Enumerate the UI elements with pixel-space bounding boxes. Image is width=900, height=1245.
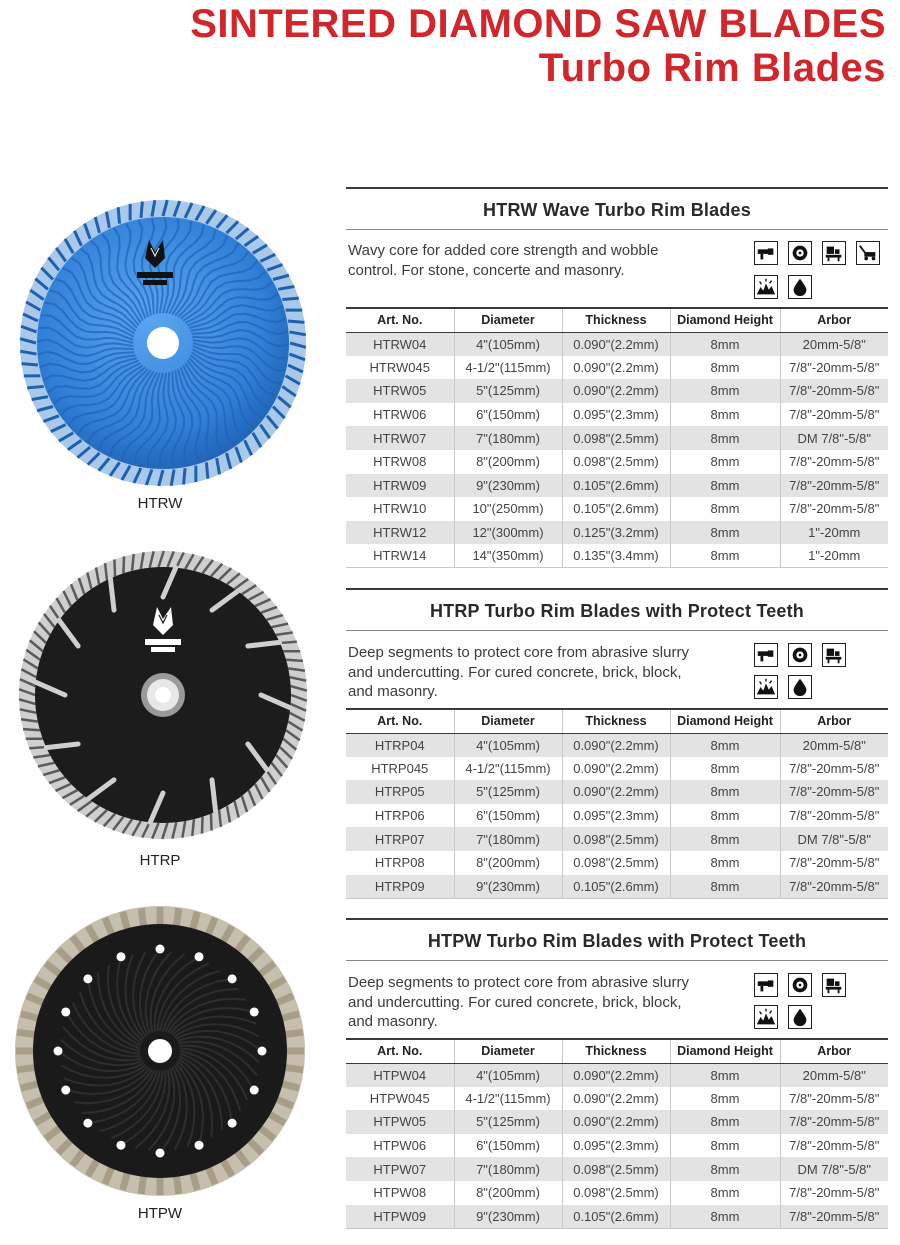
page-subtitle: Turbo Rim Blades: [538, 46, 886, 90]
art-no-cell: HTRW04: [346, 332, 454, 356]
arbor-cell: 1"-20mm: [780, 544, 888, 568]
diamond-height-cell: 8mm: [670, 851, 780, 875]
diameter-cell: 6"(150mm): [454, 1134, 562, 1158]
arbor-cell: 7/8"-20mm-5/8": [780, 757, 888, 781]
thickness-cell: 0.090"(2.2mm): [562, 379, 670, 403]
cooling-hole: [156, 1149, 165, 1158]
table-row: [346, 356, 888, 380]
diamond-height-cell: 8mm: [670, 757, 780, 781]
grinder-icon: [754, 973, 778, 997]
diameter-cell: 5"(125mm): [454, 379, 562, 403]
diameter-cell: 14"(350mm): [454, 544, 562, 568]
diameter-cell: 7"(180mm): [454, 827, 562, 851]
arbor-cell: DM 7/8"-5/8": [780, 827, 888, 851]
htpw-section-title: HTPW Turbo Rim Blades with Protect Teeth: [427, 931, 807, 951]
thickness-cell: 0.095"(2.3mm): [562, 1134, 670, 1158]
diamond-height-cell: 8mm: [670, 827, 780, 851]
htrw-description: [348, 241, 728, 280]
art-no-cell: HTRW14: [346, 544, 454, 568]
art-no-cell: HTRW05: [346, 379, 454, 403]
cooling-hole: [116, 1141, 125, 1150]
section-title-rule: [346, 229, 888, 230]
art-no-cell: HTRW10: [373, 501, 427, 517]
art-no-cell: HTPW06: [373, 1138, 427, 1154]
cooling-hole: [83, 1119, 92, 1128]
cooling-hole: [116, 952, 125, 961]
blade-tooth: [202, 817, 203, 834]
description-line: and undercutting. For cured concrete, brick, block,: [348, 663, 682, 681]
description-line: Deep segments to protect core from abrasive slurry: [348, 644, 689, 661]
page-title: SINTERED DIAMOND SAW BLADES: [190, 2, 886, 46]
arbor-cell: 7/8"-20mm-5/8": [780, 1181, 888, 1205]
stone-icon: [754, 1005, 778, 1029]
cooling-hole: [156, 945, 165, 954]
cooling-hole: [195, 1141, 204, 1150]
art-no-cell: HTRW045: [369, 359, 430, 375]
blade-tooth: [286, 660, 303, 661]
blade-tooth: [192, 819, 194, 836]
thickness-cell: 0.098"(2.5mm): [562, 450, 670, 474]
description-line: control. For stone, concerte and masonry.: [348, 261, 625, 279]
thickness-cell: 0.090"(2.2mm): [562, 1087, 670, 1111]
thickness-cell: 0.098"(2.5mm): [562, 1181, 670, 1205]
table-row: [346, 332, 888, 356]
cooling-hole: [250, 1007, 259, 1016]
blade-tooth: [206, 462, 207, 478]
cooling-hole: [83, 974, 92, 983]
htrw-blade-image: [18, 198, 308, 488]
blade-tooth: [118, 207, 119, 223]
thickness-cell: 0.105"(2.6mm): [562, 1205, 670, 1229]
diamond-height-cell: 8mm: [670, 1157, 780, 1181]
htpw-blade-image: [14, 905, 306, 1197]
diamond-height-cell: 8mm: [670, 521, 780, 545]
art-no-cell: HTPW045: [369, 1090, 430, 1106]
diameter-cell: 4"(105mm): [454, 332, 562, 356]
cooling-hole: [250, 1086, 259, 1095]
stone-icon: [754, 675, 778, 699]
art-no-cell: HTRW12: [346, 521, 454, 545]
diameter-cell: 9"(230mm): [454, 474, 562, 498]
diameter-cell: 8"(200mm): [454, 1181, 562, 1205]
thickness-cell: 0.098"(2.5mm): [562, 426, 670, 450]
col-arbor: Arbor: [780, 308, 888, 332]
diamond-height-cell: 8mm: [670, 1110, 780, 1134]
table-saw-icon: [822, 241, 846, 265]
col-arbor: Arbor: [780, 1039, 888, 1063]
blade-tooth: [219, 810, 221, 827]
art-no-cell: HTRP04: [346, 733, 454, 757]
blade-tooth: [211, 814, 212, 831]
diamond-height-cell: 8mm: [670, 332, 780, 356]
table-row: [346, 379, 888, 403]
blade-tooth: [114, 559, 115, 576]
diameter-cell: 7"(180mm): [454, 426, 562, 450]
table-header-row: [346, 308, 888, 332]
description-line: and undercutting. For cured concrete, brick, block,: [348, 993, 682, 1011]
cooling-hole: [61, 1007, 70, 1016]
blade-tooth: [184, 468, 185, 484]
push-saw-icon: [856, 241, 880, 265]
diameter-cell: 5"(125mm): [454, 1110, 562, 1134]
table-row: [346, 1181, 888, 1205]
art-no-cell: HTRW07: [346, 426, 454, 450]
diamond-height-cell: 8mm: [670, 544, 780, 568]
diamond-height-cell: 8mm: [670, 474, 780, 498]
section-title-rule: [346, 960, 888, 961]
thickness-cell: 0.090"(2.2mm): [562, 356, 670, 380]
diamond-height-cell: 8mm: [670, 426, 780, 450]
diameter-cell: 6"(150mm): [454, 403, 562, 427]
htpw-image-label: HTPW: [137, 1205, 183, 1222]
water-drop-icon: [788, 1005, 812, 1029]
table-row: [346, 804, 888, 828]
htrp-description: [348, 643, 728, 702]
diamond-height-cell: 8mm: [670, 1205, 780, 1229]
table-row: [346, 757, 888, 781]
col-diamond-height: Diamond Height: [670, 709, 780, 733]
diameter-cell: 4-1/2"(115mm): [454, 1087, 562, 1111]
table-saw-icon: [822, 973, 846, 997]
arbor-cell: 7/8"-20mm-5/8": [780, 450, 888, 474]
arbor-cell: 7/8"-20mm-5/8": [780, 474, 888, 498]
cooling-hole: [258, 1047, 267, 1056]
art-no-cell: HTPW09: [346, 1205, 454, 1229]
arbor-cell: 7/8"-20mm-5/8": [780, 497, 888, 521]
blade-tooth: [141, 201, 142, 217]
diamond-height-cell: 8mm: [670, 804, 780, 828]
diameter-cell: 7"(180mm): [454, 1157, 562, 1181]
grinder-icon: [754, 643, 778, 667]
water-drop-icon: [788, 675, 812, 699]
thickness-cell: 0.105"(2.6mm): [562, 474, 670, 498]
art-no-cell: HTRP05: [346, 780, 454, 804]
arbor-cell: 7/8"-20mm-5/8": [780, 379, 888, 403]
blade-tooth: [23, 729, 40, 730]
art-no-cell: HTRP08: [374, 855, 425, 871]
art-no-cell: HTPW08: [373, 1185, 427, 1201]
table-header-row: [346, 709, 888, 733]
section-title-rule: [346, 630, 888, 631]
col-art-no: Art. No.: [346, 1039, 454, 1063]
arbor-cell: 7/8"-20mm-5/8": [780, 780, 888, 804]
col-diameter: Diameter: [454, 1039, 562, 1063]
thickness-cell: 0.090"(2.2mm): [562, 332, 670, 356]
table-row: [346, 521, 888, 545]
table-saw-icon: [822, 643, 846, 667]
table-row: [346, 780, 888, 804]
thickness-cell: 0.105"(2.6mm): [562, 875, 670, 899]
arbor-cell: 20mm-5/8": [780, 332, 888, 356]
blade-tooth: [123, 556, 124, 573]
col-diameter: Diameter: [454, 308, 562, 332]
col-thickness: Thickness: [562, 1039, 670, 1063]
htrp-image-label: HTRP: [139, 852, 181, 869]
table-row: [346, 544, 888, 568]
col-thickness: Thickness: [562, 709, 670, 733]
table-row: [346, 450, 888, 474]
arbor-cell: 7/8"-20mm-5/8": [780, 851, 888, 875]
table-row: [346, 827, 888, 851]
table-row: [346, 1110, 888, 1134]
description-line: Wavy core for added core strength and wobble: [348, 242, 659, 259]
htrw-image-label: HTRW: [137, 495, 183, 512]
col-art-no: Art. No.: [346, 709, 454, 733]
thickness-cell: 0.098"(2.5mm): [562, 1157, 670, 1181]
blade-tooth: [29, 747, 46, 748]
arbor-cell: 7/8"-20mm-5/8": [780, 1087, 888, 1111]
table-row: [346, 1134, 888, 1158]
art-no-cell: HTRP09: [346, 875, 454, 899]
diamond-height-cell: 8mm: [670, 450, 780, 474]
arbor-cell: 7/8"-20mm-5/8": [780, 875, 888, 899]
cooling-hole: [228, 1119, 237, 1128]
htpw-spec-table: [346, 1038, 888, 1229]
table-row: [346, 851, 888, 875]
cooling-hole: [228, 974, 237, 983]
thickness-cell: 0.098"(2.5mm): [562, 827, 670, 851]
arbor-cell: 7/8"-20mm-5/8": [780, 1134, 888, 1158]
art-no-cell: HTPW04: [346, 1063, 454, 1087]
blade-tooth: [288, 321, 304, 322]
col-thickness: Thickness: [562, 308, 670, 332]
diamond-height-cell: 8mm: [670, 875, 780, 899]
table-row: [346, 733, 888, 757]
art-no-cell: HTRW06: [373, 407, 427, 423]
saw-icon: [788, 643, 812, 667]
saw-icon: [788, 973, 812, 997]
diamond-height-cell: 8mm: [670, 733, 780, 757]
arbor-cell: DM 7/8"-5/8": [780, 1157, 888, 1181]
htrp-section: [346, 588, 888, 894]
diameter-cell: 9"(230mm): [454, 875, 562, 899]
htrp-spec-table: [346, 708, 888, 899]
diameter-cell: 9"(230mm): [454, 1205, 562, 1229]
col-arbor: Arbor: [780, 709, 888, 733]
blade-tooth: [132, 554, 134, 571]
table-row: [346, 1205, 888, 1229]
table-row: [346, 1157, 888, 1181]
blade-tooth: [27, 386, 43, 387]
diamond-height-cell: 8mm: [670, 1134, 780, 1158]
art-no-cell: HTRW08: [373, 454, 427, 470]
blade-tooth: [282, 298, 298, 299]
grinder-icon: [754, 241, 778, 265]
diameter-cell: 8"(200mm): [454, 450, 562, 474]
cooling-hole: [61, 1086, 70, 1095]
table-row: [346, 875, 888, 899]
table-row: [346, 1087, 888, 1111]
thickness-cell: 0.090"(2.2mm): [562, 757, 670, 781]
diamond-height-cell: 8mm: [670, 780, 780, 804]
description-line: Deep segments to protect core from abrasive slurry: [348, 974, 689, 991]
stone-icon: [754, 275, 778, 299]
cooling-hole: [195, 952, 204, 961]
col-art-no: Art. No.: [346, 308, 454, 332]
blade-tooth: [105, 563, 107, 580]
arbor-cell: DM 7/8"-5/8": [780, 426, 888, 450]
arbor-cell: 20mm-5/8": [780, 733, 888, 757]
htrw-spec-table: [346, 307, 888, 568]
table-row: [346, 1063, 888, 1087]
table-header-row: [346, 1039, 888, 1063]
diameter-cell: 4-1/2"(115mm): [454, 356, 562, 380]
arbor-cell: 7/8"-20mm-5/8": [780, 356, 888, 380]
diameter-cell: 4-1/2"(115mm): [454, 757, 562, 781]
thickness-cell: 0.105"(2.6mm): [562, 497, 670, 521]
thickness-cell: 0.125"(3.2mm): [562, 521, 670, 545]
thickness-cell: 0.090"(2.2mm): [562, 733, 670, 757]
htpw-section: [346, 918, 888, 1224]
saw-icon: [788, 241, 812, 265]
thickness-cell: 0.090"(2.2mm): [562, 1110, 670, 1134]
description-line: and masonry.: [348, 1013, 438, 1030]
art-no-cell: HTRP07: [346, 827, 454, 851]
art-no-cell: HTRW09: [346, 474, 454, 498]
art-no-cell: HTPW07: [346, 1157, 454, 1181]
diameter-cell: 8"(200mm): [454, 851, 562, 875]
table-row: [346, 497, 888, 521]
blade-tooth: [21, 364, 37, 365]
art-no-cell: HTPW05: [346, 1110, 454, 1134]
col-diamond-height: Diamond Height: [670, 308, 780, 332]
arbor-cell: 7/8"-20mm-5/8": [780, 403, 888, 427]
htrp-blade-image: [18, 550, 308, 840]
table-row: [346, 426, 888, 450]
arbor-cell: 20mm-5/8": [780, 1063, 888, 1087]
arbor-cell: 7/8"-20mm-5/8": [780, 804, 888, 828]
diamond-height-cell: 8mm: [670, 379, 780, 403]
arbor-cell: 1"-20mm: [780, 521, 888, 545]
blade-tooth: [280, 642, 297, 643]
thickness-cell: 0.090"(2.2mm): [562, 1063, 670, 1087]
diamond-height-cell: 8mm: [670, 1181, 780, 1205]
col-diamond-height: Diamond Height: [670, 1039, 780, 1063]
diameter-cell: 12"(300mm): [454, 521, 562, 545]
art-no-cell: HTRP06: [374, 808, 425, 824]
arbor-cell: 7/8"-20mm-5/8": [780, 1110, 888, 1134]
diamond-height-cell: 8mm: [670, 1063, 780, 1087]
thickness-cell: 0.135"(3.4mm): [562, 544, 670, 568]
diamond-height-cell: 8mm: [670, 1087, 780, 1111]
diameter-cell: 10"(250mm): [454, 497, 562, 521]
htrw-section: [346, 187, 888, 564]
thickness-cell: 0.090"(2.2mm): [562, 780, 670, 804]
water-drop-icon: [788, 275, 812, 299]
htrp-section-title: HTRP Turbo Rim Blades with Protect Teeth: [429, 601, 805, 621]
col-diameter: Diameter: [454, 709, 562, 733]
arbor-cell: 7/8"-20mm-5/8": [780, 1205, 888, 1229]
diamond-height-cell: 8mm: [670, 497, 780, 521]
cooling-hole: [54, 1047, 63, 1056]
diamond-height-cell: 8mm: [670, 403, 780, 427]
art-no-cell: HTRP045: [371, 760, 429, 776]
table-row: [346, 403, 888, 427]
diameter-cell: 4"(105mm): [454, 733, 562, 757]
table-row: [346, 474, 888, 498]
diameter-cell: 5"(125mm): [454, 780, 562, 804]
thickness-cell: 0.098"(2.5mm): [562, 851, 670, 875]
diameter-cell: 4"(105mm): [454, 1063, 562, 1087]
thickness-cell: 0.095"(2.3mm): [562, 403, 670, 427]
diamond-height-cell: 8mm: [670, 356, 780, 380]
diameter-cell: 6"(150mm): [454, 804, 562, 828]
htrw-section-title: HTRW Wave Turbo Rim Blades: [483, 200, 751, 220]
description-line: and masonry.: [348, 683, 438, 700]
htpw-description: [348, 973, 728, 1032]
thickness-cell: 0.095"(2.3mm): [562, 804, 670, 828]
